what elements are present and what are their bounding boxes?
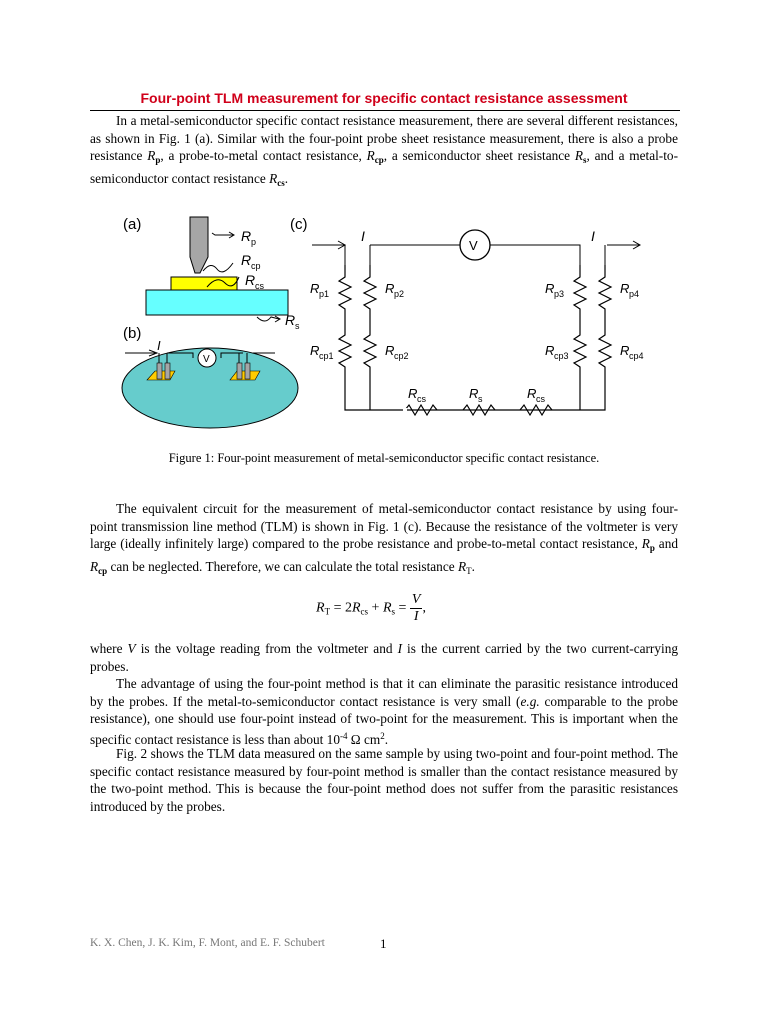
svg-text:R: R: [620, 343, 630, 358]
svg-text:p3: p3: [554, 289, 565, 299]
svg-text:cs: cs: [417, 394, 426, 404]
svg-text:p4: p4: [629, 289, 640, 299]
svg-text:R: R: [545, 343, 555, 358]
fig-label-c: (c): [290, 216, 308, 233]
fig-label-b: (b): [123, 325, 142, 342]
svg-text:R: R: [241, 228, 252, 244]
svg-text:R: R: [241, 252, 252, 268]
svg-text:V: V: [469, 238, 478, 253]
intro-paragraph: In a metal-semiconductor specific contact resistance measurement, there are several different resistances, as shown in Fig. 1 (a). Similar with the four-point probe sheet resistance measurement, there is also a probe resistance $R_p$, a probe-to-metal contact resistance, $R_{cp}$, a semiconductor sheet resistance $R_s$, and a metal-to-semiconductor contact resistance $R_{cs}$.: [90, 113, 679, 188]
svg-text:R: R: [545, 281, 555, 296]
footer-authors: K. X. Chen, J. K. Kim, F. Mont, and E. F. Schubert: [90, 937, 325, 949]
svg-text:R: R: [385, 343, 395, 358]
svg-text:R: R: [408, 386, 418, 401]
svg-text:cp4: cp4: [629, 351, 644, 361]
paragraph-equivalent-circuit: The equivalent circuit for the measurement of metal-semiconductor contact resistance by using four-point transmission line method (TLM) is shown in Fig. 1 (c). Because the resistance of the voltmeter is very large (ideally infinitely large) compared to the probe resistance and probe-to-metal contact resistance, $R_p$ and $R_{cp}$ can be neglected. Therefore, we can calculate the total resistance $R_T$.: [90, 501, 678, 576]
page-title: Four-point TLM measurement for specific contact resistance assessment: [140, 90, 628, 106]
total-resistance-equation: $R_T = 2R_{cs} + R_s$ = $\frac{V}{I}$ ,: [316, 592, 426, 624]
svg-text:R: R: [385, 281, 395, 296]
figure-caption: Figure 1: Four-point measurement of metal-semiconductor specific contact resistance.: [168, 451, 600, 465]
svg-text:p1: p1: [319, 289, 330, 299]
page-number: 1: [380, 936, 387, 951]
fig-label-a: (a): [123, 216, 142, 233]
svg-text:s: s: [295, 321, 300, 331]
svg-text:R: R: [469, 386, 479, 401]
title-rule: [90, 110, 680, 111]
paragraph-fig2: Fig. 2 shows the TLM data measured on the same sample by using two-point and four-point method. The specific contact resistance measured by four-point method is smaller than the contact resistance measured by the two-point method. This is because the four-point method does not suffer from the parasitic resistances introduced by the probes.: [90, 746, 678, 814]
paragraph-where: where V is the voltage reading from the voltmeter and I is the current carried by the two current-carrying probes.: [90, 641, 678, 674]
svg-text:cp: cp: [251, 261, 261, 271]
svg-text:p2: p2: [394, 289, 405, 299]
svg-text:p: p: [251, 237, 257, 247]
svg-text:cs: cs: [255, 281, 264, 291]
svg-text:s: s: [478, 394, 483, 404]
paragraph-advantage: The advantage of using the four-point method is that it can eliminate the parasitic resistance introduced by the probes. If the metal-to-semiconductor contact resistance is very small (e.g. comparable to the probe resistance), one should use four-point instead of two-point for the measurement. This is important when the specific contact resistance is less than about $10^{-4}$ Ω $cm^2$.: [90, 676, 678, 747]
semiconductor-a: [146, 290, 288, 315]
figure-1: [115, 205, 695, 435]
svg-text:R: R: [245, 272, 256, 288]
svg-text:cs: cs: [536, 394, 545, 404]
svg-text:R: R: [310, 343, 320, 358]
svg-text:R: R: [620, 281, 630, 296]
svg-text:V: V: [203, 354, 210, 365]
svg-text:cp1: cp1: [319, 351, 334, 361]
svg-text:R: R: [285, 312, 296, 328]
svg-text:I: I: [157, 338, 161, 353]
probe-a: [190, 217, 208, 273]
svg-text:R: R: [527, 386, 537, 401]
svg-text:I: I: [361, 228, 365, 244]
svg-text:cp3: cp3: [554, 351, 569, 361]
svg-text:R: R: [310, 281, 320, 296]
metal-contact-a: [171, 277, 237, 290]
svg-text:I: I: [591, 228, 595, 244]
svg-text:cp2: cp2: [394, 351, 409, 361]
